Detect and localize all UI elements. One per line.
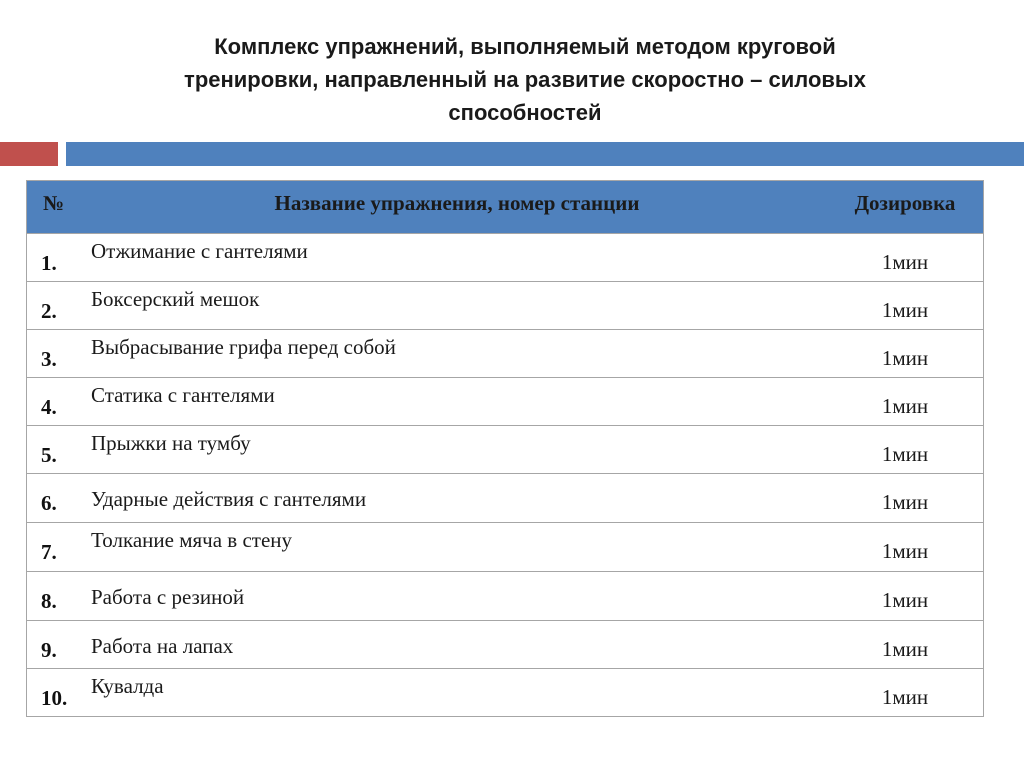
header-dose: Дозировка	[854, 191, 956, 215]
exercise-dose: 1мин	[881, 250, 929, 274]
table-header	[27, 181, 983, 233]
exercise-dose: 1мин	[881, 539, 929, 563]
row-number: 3.	[41, 347, 57, 371]
row-number: 2.	[41, 299, 57, 323]
exercise-name: Ударные действия с гантелями	[91, 487, 367, 511]
table-row	[27, 473, 983, 522]
table-row	[27, 522, 983, 571]
table-row	[27, 425, 983, 473]
row-number: 9.	[41, 638, 57, 662]
row-number: 1.	[41, 251, 57, 275]
table-row	[27, 281, 983, 329]
header-name: Название упражнения, номер станции	[274, 191, 640, 215]
exercise-name: Отжимание с гантелями	[91, 239, 308, 263]
table-row	[27, 329, 983, 377]
exercise-dose: 1мин	[881, 442, 929, 466]
exercise-name: Боксерский мешок	[91, 287, 260, 311]
exercise-dose: 1мин	[881, 298, 929, 322]
exercise-dose: 1мин	[881, 685, 929, 709]
row-number: 6.	[41, 491, 57, 515]
table-row	[27, 233, 983, 281]
accent-bar-blue	[66, 142, 1024, 166]
row-number: 5.	[41, 443, 57, 467]
exercise-dose: 1мин	[881, 588, 929, 612]
row-number: 4.	[41, 395, 57, 419]
exercise-dose: 1мин	[881, 394, 929, 418]
accent-bar-red	[0, 142, 58, 166]
exercise-table	[26, 180, 984, 717]
row-number: 7.	[41, 540, 57, 564]
exercise-name: Прыжки на тумбу	[91, 431, 251, 455]
header-num: №	[43, 191, 65, 215]
title-line-1: Комплекс упражнений, выполняемый методом круговой	[214, 34, 836, 59]
exercise-name: Работа на лапах	[91, 634, 234, 658]
title-line-2: тренировки, направленный на развитие скоростно – силовых	[184, 67, 866, 92]
exercise-name: Выбрасывание грифа перед собой	[91, 335, 396, 359]
exercise-dose: 1мин	[881, 490, 929, 514]
exercise-name: Статика с гантелями	[91, 383, 275, 407]
exercise-dose: 1мин	[881, 637, 929, 661]
table-row	[27, 668, 983, 716]
table-row	[27, 377, 983, 425]
row-number: 10.	[41, 686, 68, 710]
row-number: 8.	[41, 589, 57, 613]
exercise-name: Работа с резиной	[91, 585, 245, 609]
title-line-3: способностей	[448, 100, 602, 125]
exercise-dose: 1мин	[881, 346, 929, 370]
table-row	[27, 571, 983, 620]
exercise-name: Кувалда	[91, 674, 164, 698]
slide-title	[100, 30, 950, 129]
exercise-name: Толкание мяча в стену	[91, 528, 293, 552]
table-row	[27, 620, 983, 668]
